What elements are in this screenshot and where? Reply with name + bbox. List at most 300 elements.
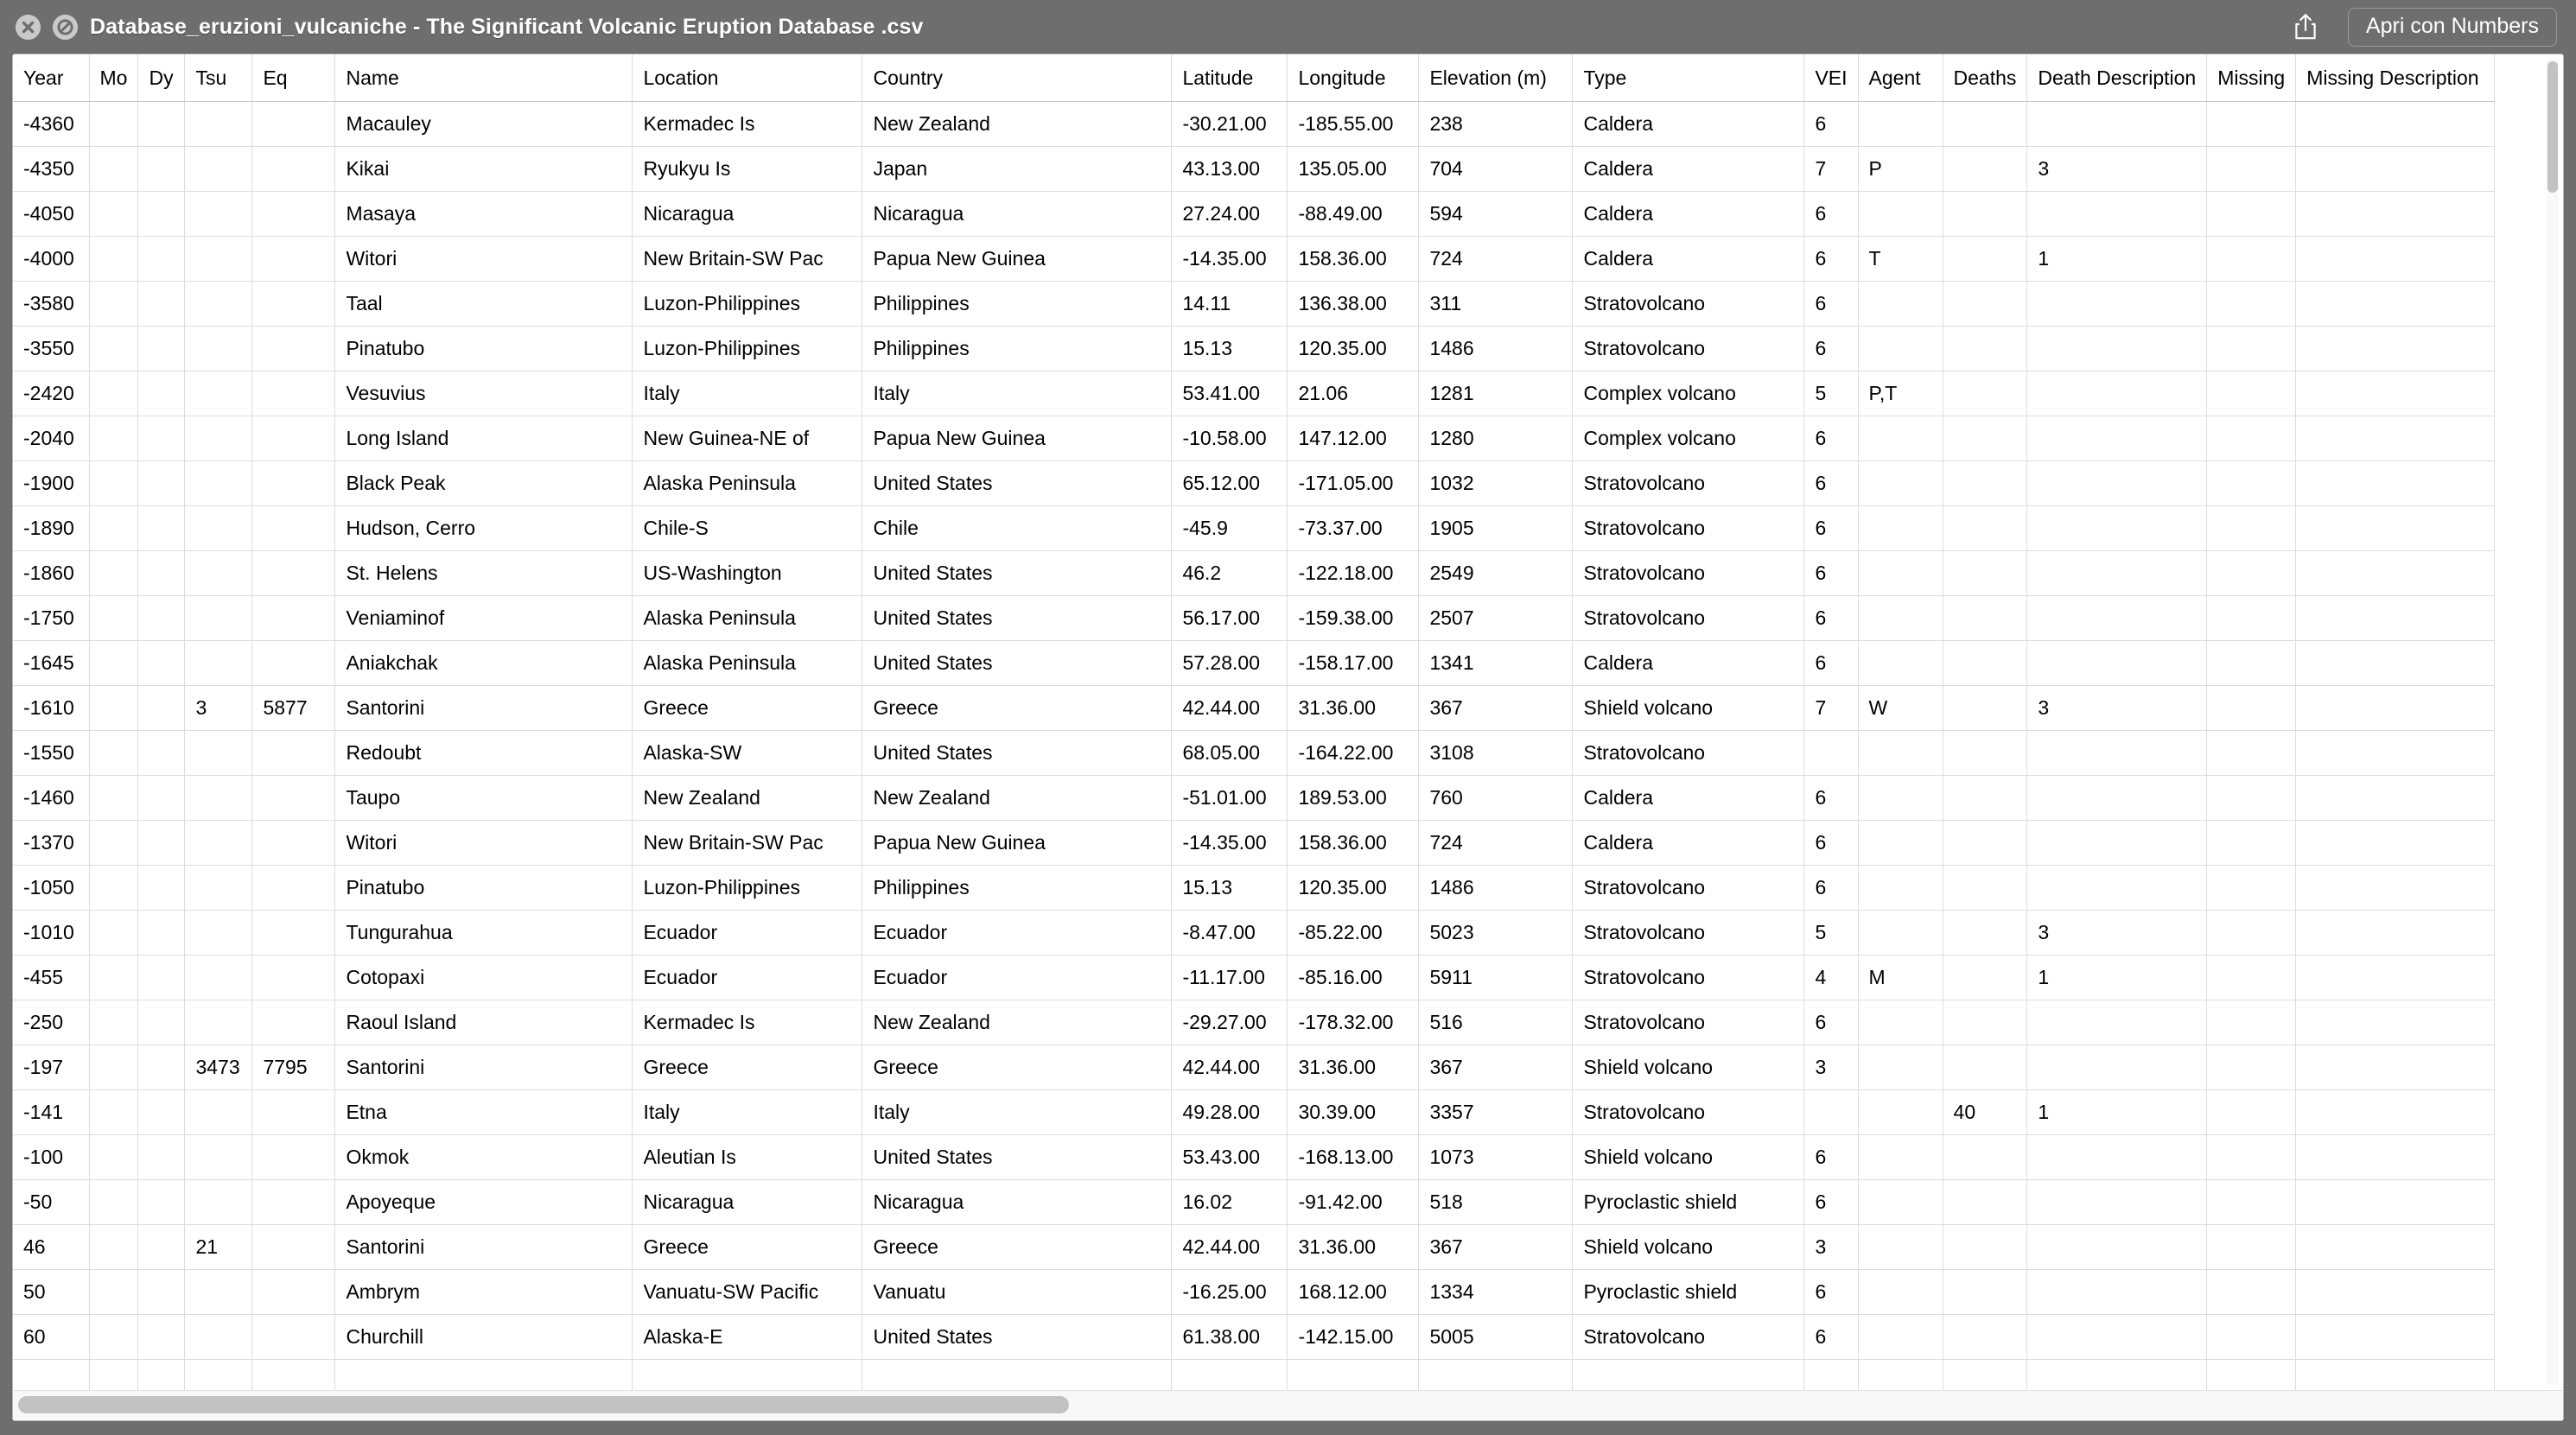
table-cell[interactable] bbox=[2207, 641, 2296, 686]
table-cell[interactable] bbox=[89, 1270, 138, 1315]
table-cell[interactable] bbox=[185, 911, 252, 956]
table-cell[interactable] bbox=[138, 551, 185, 596]
table-cell[interactable]: Black Peak bbox=[335, 461, 633, 506]
table-cell[interactable] bbox=[2296, 956, 2495, 1000]
table-cell[interactable] bbox=[252, 1000, 335, 1045]
table-row[interactable] bbox=[13, 686, 2495, 731]
table-cell[interactable]: -91.42.00 bbox=[1288, 1180, 1419, 1225]
table-cell[interactable] bbox=[2296, 731, 2495, 776]
table-cell[interactable]: 3473 bbox=[185, 1045, 252, 1090]
table-cell[interactable] bbox=[1943, 1270, 2027, 1315]
table-cell[interactable] bbox=[89, 1180, 138, 1225]
table-cell[interactable] bbox=[2207, 1360, 2296, 1391]
table-cell[interactable]: -2040 bbox=[13, 416, 89, 461]
table-cell[interactable] bbox=[2027, 1225, 2207, 1270]
table-cell[interactable]: Greece bbox=[633, 686, 862, 731]
table-cell[interactable] bbox=[2207, 282, 2296, 327]
table-cell[interactable]: 6 bbox=[1804, 1180, 1858, 1225]
table-cell[interactable]: Redoubt bbox=[335, 731, 633, 776]
table-row[interactable] bbox=[13, 416, 2495, 461]
table-cell[interactable] bbox=[2027, 641, 2207, 686]
table-cell[interactable]: 3 bbox=[2027, 911, 2207, 956]
table-cell[interactable] bbox=[1943, 327, 2027, 371]
table-cell[interactable]: Caldera bbox=[1573, 641, 1804, 686]
table-cell[interactable] bbox=[138, 866, 185, 911]
table-cell[interactable]: 1032 bbox=[1419, 461, 1573, 506]
table-cell[interactable]: 724 bbox=[1419, 821, 1573, 866]
table-cell[interactable]: -14.35.00 bbox=[1172, 821, 1288, 866]
table-cell[interactable]: -164.22.00 bbox=[1288, 731, 1419, 776]
table-cell[interactable] bbox=[1573, 1360, 1804, 1391]
table-cell[interactable] bbox=[335, 1360, 633, 1391]
table-cell[interactable] bbox=[138, 956, 185, 1000]
table-cell[interactable]: 7795 bbox=[252, 1045, 335, 1090]
table-cell[interactable]: 760 bbox=[1419, 776, 1573, 821]
table-cell[interactable]: 4 bbox=[1804, 956, 1858, 1000]
table-cell[interactable] bbox=[2296, 686, 2495, 731]
table-cell[interactable] bbox=[2027, 416, 2207, 461]
table-cell[interactable] bbox=[2296, 147, 2495, 192]
table-cell[interactable] bbox=[1943, 1360, 2027, 1391]
table-cell[interactable] bbox=[138, 461, 185, 506]
table-cell[interactable] bbox=[185, 192, 252, 237]
open-with-numbers-button[interactable]: Apri con Numbers bbox=[2348, 8, 2557, 47]
table-cell[interactable]: Stratovolcano bbox=[1573, 1315, 1804, 1360]
table-cell[interactable]: Stratovolcano bbox=[1573, 551, 1804, 596]
column-header[interactable]: Death Description bbox=[2027, 54, 2207, 102]
table-cell[interactable]: 5911 bbox=[1419, 956, 1573, 1000]
table-row[interactable] bbox=[13, 821, 2495, 866]
table-cell[interactable]: 158.36.00 bbox=[1288, 821, 1419, 866]
table-row[interactable] bbox=[13, 596, 2495, 641]
column-header[interactable]: Dy bbox=[138, 54, 185, 102]
table-cell[interactable]: Philippines bbox=[862, 282, 1172, 327]
table-cell[interactable] bbox=[138, 1360, 185, 1391]
table-cell[interactable]: Ryukyu Is bbox=[633, 147, 862, 192]
table-cell[interactable]: -30.21.00 bbox=[1172, 102, 1288, 147]
table-cell[interactable]: -1610 bbox=[13, 686, 89, 731]
vertical-scrollbar[interactable] bbox=[2547, 60, 2559, 1385]
table-cell[interactable] bbox=[1943, 686, 2027, 731]
table-cell[interactable] bbox=[633, 1360, 862, 1391]
table-cell[interactable]: -4350 bbox=[13, 147, 89, 192]
table-cell[interactable]: -14.35.00 bbox=[1172, 237, 1288, 282]
table-cell[interactable]: Stratovolcano bbox=[1573, 911, 1804, 956]
table-cell[interactable] bbox=[252, 1135, 335, 1180]
table-cell[interactable] bbox=[1943, 416, 2027, 461]
table-cell[interactable] bbox=[185, 866, 252, 911]
table-row[interactable] bbox=[13, 911, 2495, 956]
table-cell[interactable] bbox=[138, 776, 185, 821]
table-cell[interactable]: Italy bbox=[633, 1090, 862, 1135]
column-header[interactable]: Tsu bbox=[185, 54, 252, 102]
table-cell[interactable] bbox=[1858, 911, 1943, 956]
table-cell[interactable]: -197 bbox=[13, 1045, 89, 1090]
table-cell[interactable] bbox=[1858, 1315, 1943, 1360]
table-cell[interactable]: Italy bbox=[862, 371, 1172, 416]
table-cell[interactable]: 3357 bbox=[1419, 1090, 1573, 1135]
table-cell[interactable]: 147.12.00 bbox=[1288, 416, 1419, 461]
table-cell[interactable] bbox=[252, 1090, 335, 1135]
table-row[interactable] bbox=[13, 1000, 2495, 1045]
table-cell[interactable] bbox=[252, 1180, 335, 1225]
table-cell[interactable] bbox=[89, 866, 138, 911]
table-cell[interactable] bbox=[252, 731, 335, 776]
table-cell[interactable] bbox=[252, 866, 335, 911]
table-cell[interactable]: 68.05.00 bbox=[1172, 731, 1288, 776]
table-cell[interactable]: 6 bbox=[1804, 416, 1858, 461]
table-cell[interactable] bbox=[1858, 1270, 1943, 1315]
table-cell[interactable]: 5877 bbox=[252, 686, 335, 731]
table-cell[interactable]: -11.17.00 bbox=[1172, 956, 1288, 1000]
table-cell[interactable] bbox=[2207, 821, 2296, 866]
table-cell[interactable] bbox=[2207, 956, 2296, 1000]
table-cell[interactable]: United States bbox=[862, 596, 1172, 641]
table-cell[interactable]: Santorini bbox=[335, 1045, 633, 1090]
table-cell[interactable] bbox=[2207, 686, 2296, 731]
table-cell[interactable]: -1010 bbox=[13, 911, 89, 956]
table-cell[interactable] bbox=[2207, 1270, 2296, 1315]
table-cell[interactable] bbox=[252, 506, 335, 551]
table-cell[interactable]: 6 bbox=[1804, 1315, 1858, 1360]
table-cell[interactable] bbox=[185, 327, 252, 371]
table-cell[interactable]: Santorini bbox=[335, 686, 633, 731]
table-cell[interactable] bbox=[2027, 192, 2207, 237]
table-cell[interactable] bbox=[252, 911, 335, 956]
table-cell[interactable]: 49.28.00 bbox=[1172, 1090, 1288, 1135]
table-cell[interactable]: Nicaragua bbox=[862, 192, 1172, 237]
table-cell[interactable]: Complex volcano bbox=[1573, 416, 1804, 461]
table-cell[interactable]: Cotopaxi bbox=[335, 956, 633, 1000]
table-cell[interactable] bbox=[2296, 1225, 2495, 1270]
table-row[interactable] bbox=[13, 371, 2495, 416]
table-cell[interactable] bbox=[2027, 282, 2207, 327]
table-cell[interactable] bbox=[1858, 821, 1943, 866]
table-cell[interactable]: -85.22.00 bbox=[1288, 911, 1419, 956]
column-header[interactable]: Deaths bbox=[1943, 54, 2027, 102]
table-cell[interactable] bbox=[252, 1270, 335, 1315]
table-cell[interactable]: United States bbox=[862, 641, 1172, 686]
table-cell[interactable]: Taal bbox=[335, 282, 633, 327]
table-row[interactable] bbox=[13, 102, 2495, 147]
table-cell[interactable]: 21 bbox=[185, 1225, 252, 1270]
table-cell[interactable]: 50 bbox=[13, 1270, 89, 1315]
table-cell[interactable]: Complex volcano bbox=[1573, 371, 1804, 416]
table-cell[interactable] bbox=[1943, 911, 2027, 956]
table-cell[interactable]: Stratovolcano bbox=[1573, 506, 1804, 551]
table-cell[interactable]: W bbox=[1858, 686, 1943, 731]
table-row[interactable] bbox=[13, 506, 2495, 551]
table-cell[interactable] bbox=[138, 686, 185, 731]
table-cell[interactable]: -1890 bbox=[13, 506, 89, 551]
table-cell[interactable]: United States bbox=[862, 1135, 1172, 1180]
table-cell[interactable]: -10.58.00 bbox=[1172, 416, 1288, 461]
table-cell[interactable]: 1281 bbox=[1419, 371, 1573, 416]
table-cell[interactable]: -2420 bbox=[13, 371, 89, 416]
table-cell[interactable]: Greece bbox=[633, 1045, 862, 1090]
table-cell[interactable]: 42.44.00 bbox=[1172, 1045, 1288, 1090]
table-cell[interactable] bbox=[138, 731, 185, 776]
table-cell[interactable] bbox=[252, 371, 335, 416]
table-cell[interactable]: 6 bbox=[1804, 237, 1858, 282]
table-cell[interactable] bbox=[2296, 596, 2495, 641]
table-cell[interactable] bbox=[185, 1090, 252, 1135]
table-cell[interactable]: Vanuatu bbox=[862, 1270, 1172, 1315]
table-cell[interactable] bbox=[138, 102, 185, 147]
table-cell[interactable] bbox=[185, 506, 252, 551]
column-header[interactable]: Mo bbox=[89, 54, 138, 102]
table-cell[interactable] bbox=[2296, 1315, 2495, 1360]
table-cell[interactable]: 6 bbox=[1804, 327, 1858, 371]
table-cell[interactable] bbox=[2296, 1045, 2495, 1090]
table-cell[interactable]: 6 bbox=[1804, 641, 1858, 686]
table-cell[interactable] bbox=[1943, 1315, 2027, 1360]
table-cell[interactable]: Ecuador bbox=[862, 911, 1172, 956]
table-cell[interactable]: Philippines bbox=[862, 327, 1172, 371]
table-cell[interactable] bbox=[2207, 1225, 2296, 1270]
table-cell[interactable]: Aleutian Is bbox=[633, 1135, 862, 1180]
table-row[interactable] bbox=[13, 641, 2495, 686]
table-cell[interactable] bbox=[89, 1000, 138, 1045]
table-cell[interactable]: New Zealand bbox=[862, 776, 1172, 821]
table-cell[interactable] bbox=[89, 237, 138, 282]
table-cell[interactable] bbox=[2296, 506, 2495, 551]
table-cell[interactable] bbox=[138, 1090, 185, 1135]
table-cell[interactable] bbox=[2207, 506, 2296, 551]
column-header[interactable]: Year bbox=[13, 54, 89, 102]
table-cell[interactable]: 15.13 bbox=[1172, 327, 1288, 371]
table-cell[interactable] bbox=[2296, 282, 2495, 327]
table-cell[interactable] bbox=[89, 461, 138, 506]
table-cell[interactable]: New Zealand bbox=[862, 1000, 1172, 1045]
table-row[interactable] bbox=[13, 866, 2495, 911]
table-cell[interactable]: -8.47.00 bbox=[1172, 911, 1288, 956]
table-cell[interactable]: -178.32.00 bbox=[1288, 1000, 1419, 1045]
table-cell[interactable] bbox=[185, 776, 252, 821]
table-cell[interactable] bbox=[89, 1315, 138, 1360]
table-cell[interactable] bbox=[2027, 1270, 2207, 1315]
table-cell[interactable] bbox=[2207, 1090, 2296, 1135]
table-cell[interactable]: 6 bbox=[1804, 282, 1858, 327]
table-cell[interactable]: Stratovolcano bbox=[1573, 282, 1804, 327]
column-header[interactable]: Location bbox=[633, 54, 862, 102]
table-cell[interactable] bbox=[2207, 1045, 2296, 1090]
table-row[interactable] bbox=[13, 1360, 2495, 1391]
table-cell[interactable] bbox=[1858, 327, 1943, 371]
table-cell[interactable]: 40 bbox=[1943, 1090, 2027, 1135]
table-cell[interactable] bbox=[138, 1180, 185, 1225]
table-cell[interactable]: -3580 bbox=[13, 282, 89, 327]
table-cell[interactable] bbox=[2207, 911, 2296, 956]
table-cell[interactable] bbox=[2027, 866, 2207, 911]
table-cell[interactable] bbox=[2296, 327, 2495, 371]
table-cell[interactable] bbox=[2296, 102, 2495, 147]
table-cell[interactable]: Nicaragua bbox=[633, 192, 862, 237]
table-cell[interactable]: 724 bbox=[1419, 237, 1573, 282]
table-cell[interactable]: Pinatubo bbox=[335, 866, 633, 911]
table-cell[interactable] bbox=[1943, 147, 2027, 192]
table-cell[interactable] bbox=[185, 102, 252, 147]
table-cell[interactable] bbox=[1943, 1135, 2027, 1180]
table-cell[interactable] bbox=[1858, 461, 1943, 506]
table-cell[interactable]: -455 bbox=[13, 956, 89, 1000]
table-cell[interactable] bbox=[2027, 1045, 2207, 1090]
table-cell[interactable]: United States bbox=[862, 461, 1172, 506]
table-cell[interactable] bbox=[89, 416, 138, 461]
table-cell[interactable]: United States bbox=[862, 1315, 1172, 1360]
table-cell[interactable]: 120.35.00 bbox=[1288, 866, 1419, 911]
table-cell[interactable] bbox=[138, 1135, 185, 1180]
table-cell[interactable]: 6 bbox=[1804, 596, 1858, 641]
table-cell[interactable]: Papua New Guinea bbox=[862, 237, 1172, 282]
column-header[interactable]: Eq bbox=[252, 54, 335, 102]
table-cell[interactable]: 5005 bbox=[1419, 1315, 1573, 1360]
column-header[interactable]: Type bbox=[1573, 54, 1804, 102]
table-row[interactable] bbox=[13, 1090, 2495, 1135]
table-cell[interactable]: New Britain-SW Pac bbox=[633, 237, 862, 282]
table-cell[interactable] bbox=[138, 1315, 185, 1360]
table-cell[interactable]: -1050 bbox=[13, 866, 89, 911]
table-cell[interactable] bbox=[2207, 731, 2296, 776]
table-cell[interactable]: Churchill bbox=[335, 1315, 633, 1360]
table-cell[interactable]: Stratovolcano bbox=[1573, 956, 1804, 1000]
table-cell[interactable] bbox=[2296, 461, 2495, 506]
table-cell[interactable] bbox=[252, 327, 335, 371]
table-cell[interactable]: 16.02 bbox=[1172, 1180, 1288, 1225]
table-cell[interactable] bbox=[1943, 1000, 2027, 1045]
table-cell[interactable] bbox=[2207, 102, 2296, 147]
table-cell[interactable]: 1280 bbox=[1419, 416, 1573, 461]
table-cell[interactable] bbox=[252, 1225, 335, 1270]
table-cell[interactable]: New Guinea-NE of bbox=[633, 416, 862, 461]
table-cell[interactable]: Philippines bbox=[862, 866, 1172, 911]
table-cell[interactable]: 6 bbox=[1804, 551, 1858, 596]
column-header[interactable]: Missing Description bbox=[2296, 54, 2495, 102]
table-cell[interactable]: 2549 bbox=[1419, 551, 1573, 596]
table-cell[interactable]: United States bbox=[862, 551, 1172, 596]
table-cell[interactable] bbox=[89, 282, 138, 327]
table-cell[interactable]: 2507 bbox=[1419, 596, 1573, 641]
table-cell[interactable]: New Britain-SW Pac bbox=[633, 821, 862, 866]
table-cell[interactable]: 42.44.00 bbox=[1172, 686, 1288, 731]
table-cell[interactable] bbox=[2207, 416, 2296, 461]
table-cell[interactable]: Nicaragua bbox=[862, 1180, 1172, 1225]
table-row[interactable] bbox=[13, 1135, 2495, 1180]
table-cell[interactable] bbox=[1804, 1090, 1858, 1135]
table-cell[interactable]: 120.35.00 bbox=[1288, 327, 1419, 371]
table-cell[interactable] bbox=[89, 956, 138, 1000]
table-cell[interactable]: Nicaragua bbox=[633, 1180, 862, 1225]
table-cell[interactable] bbox=[252, 956, 335, 1000]
table-cell[interactable] bbox=[2296, 1180, 2495, 1225]
table-row[interactable] bbox=[13, 237, 2495, 282]
table-cell[interactable]: 1486 bbox=[1419, 327, 1573, 371]
table-cell[interactable] bbox=[2027, 506, 2207, 551]
column-header[interactable]: VEI bbox=[1804, 54, 1858, 102]
table-cell[interactable]: 57.28.00 bbox=[1172, 641, 1288, 686]
table-cell[interactable]: 3108 bbox=[1419, 731, 1573, 776]
table-cell[interactable] bbox=[185, 1270, 252, 1315]
table-cell[interactable]: Ecuador bbox=[862, 956, 1172, 1000]
table-cell[interactable] bbox=[185, 237, 252, 282]
table-cell[interactable] bbox=[2027, 1000, 2207, 1045]
table-cell[interactable] bbox=[1419, 1360, 1573, 1391]
table-cell[interactable]: 367 bbox=[1419, 1045, 1573, 1090]
table-cell[interactable] bbox=[185, 1135, 252, 1180]
table-cell[interactable] bbox=[138, 327, 185, 371]
table-cell[interactable]: 704 bbox=[1419, 147, 1573, 192]
table-cell[interactable] bbox=[252, 1360, 335, 1391]
table-cell[interactable] bbox=[138, 1225, 185, 1270]
table-cell[interactable]: 6 bbox=[1804, 102, 1858, 147]
table-cell[interactable] bbox=[2207, 371, 2296, 416]
table-cell[interactable]: 6 bbox=[1804, 461, 1858, 506]
table-cell[interactable]: Stratovolcano bbox=[1573, 1000, 1804, 1045]
table-cell[interactable] bbox=[2207, 327, 2296, 371]
table-cell[interactable] bbox=[1943, 192, 2027, 237]
table-cell[interactable]: -51.01.00 bbox=[1172, 776, 1288, 821]
table-cell[interactable]: 594 bbox=[1419, 192, 1573, 237]
table-cell[interactable] bbox=[138, 596, 185, 641]
table-cell[interactable] bbox=[252, 821, 335, 866]
table-row[interactable] bbox=[13, 776, 2495, 821]
table-cell[interactable]: United States bbox=[862, 731, 1172, 776]
table-cell[interactable] bbox=[1943, 461, 2027, 506]
table-cell[interactable]: T bbox=[1858, 237, 1943, 282]
table-cell[interactable] bbox=[185, 147, 252, 192]
table-cell[interactable] bbox=[89, 1045, 138, 1090]
table-cell[interactable] bbox=[1858, 731, 1943, 776]
table-cell[interactable]: Greece bbox=[633, 1225, 862, 1270]
table-row[interactable] bbox=[13, 192, 2495, 237]
table-cell[interactable]: Ecuador bbox=[633, 911, 862, 956]
table-cell[interactable]: -50 bbox=[13, 1180, 89, 1225]
table-cell[interactable]: -141 bbox=[13, 1090, 89, 1135]
table-cell[interactable]: Shield volcano bbox=[1573, 1045, 1804, 1090]
table-cell[interactable] bbox=[185, 1360, 252, 1391]
table-cell[interactable]: Alaska Peninsula bbox=[633, 461, 862, 506]
table-cell[interactable]: -29.27.00 bbox=[1172, 1000, 1288, 1045]
table-cell[interactable]: M bbox=[1858, 956, 1943, 1000]
table-cell[interactable]: 31.36.00 bbox=[1288, 686, 1419, 731]
table-cell[interactable]: Caldera bbox=[1573, 192, 1804, 237]
table-cell[interactable] bbox=[89, 147, 138, 192]
table-cell[interactable]: 6 bbox=[1804, 192, 1858, 237]
table-cell[interactable] bbox=[1858, 596, 1943, 641]
table-cell[interactable]: St. Helens bbox=[335, 551, 633, 596]
table-cell[interactable] bbox=[185, 551, 252, 596]
table-row[interactable] bbox=[13, 1315, 2495, 1360]
table-cell[interactable] bbox=[1943, 102, 2027, 147]
table-cell[interactable] bbox=[2296, 551, 2495, 596]
table-cell[interactable]: Shield volcano bbox=[1573, 1225, 1804, 1270]
table-cell[interactable]: 3 bbox=[1804, 1045, 1858, 1090]
table-cell[interactable] bbox=[89, 1225, 138, 1270]
table-cell[interactable]: Greece bbox=[862, 686, 1172, 731]
table-cell[interactable] bbox=[185, 1180, 252, 1225]
table-cell[interactable] bbox=[1858, 641, 1943, 686]
table-cell[interactable] bbox=[89, 371, 138, 416]
table-cell[interactable]: P bbox=[1858, 147, 1943, 192]
table-cell[interactable]: Stratovolcano bbox=[1573, 866, 1804, 911]
table-cell[interactable] bbox=[252, 776, 335, 821]
table-cell[interactable]: 135.05.00 bbox=[1288, 147, 1419, 192]
table-cell[interactable]: 6 bbox=[1804, 1000, 1858, 1045]
table-cell[interactable] bbox=[252, 1315, 335, 1360]
table-cell[interactable]: 1 bbox=[2027, 237, 2207, 282]
table-cell[interactable] bbox=[252, 102, 335, 147]
table-cell[interactable] bbox=[2207, 776, 2296, 821]
